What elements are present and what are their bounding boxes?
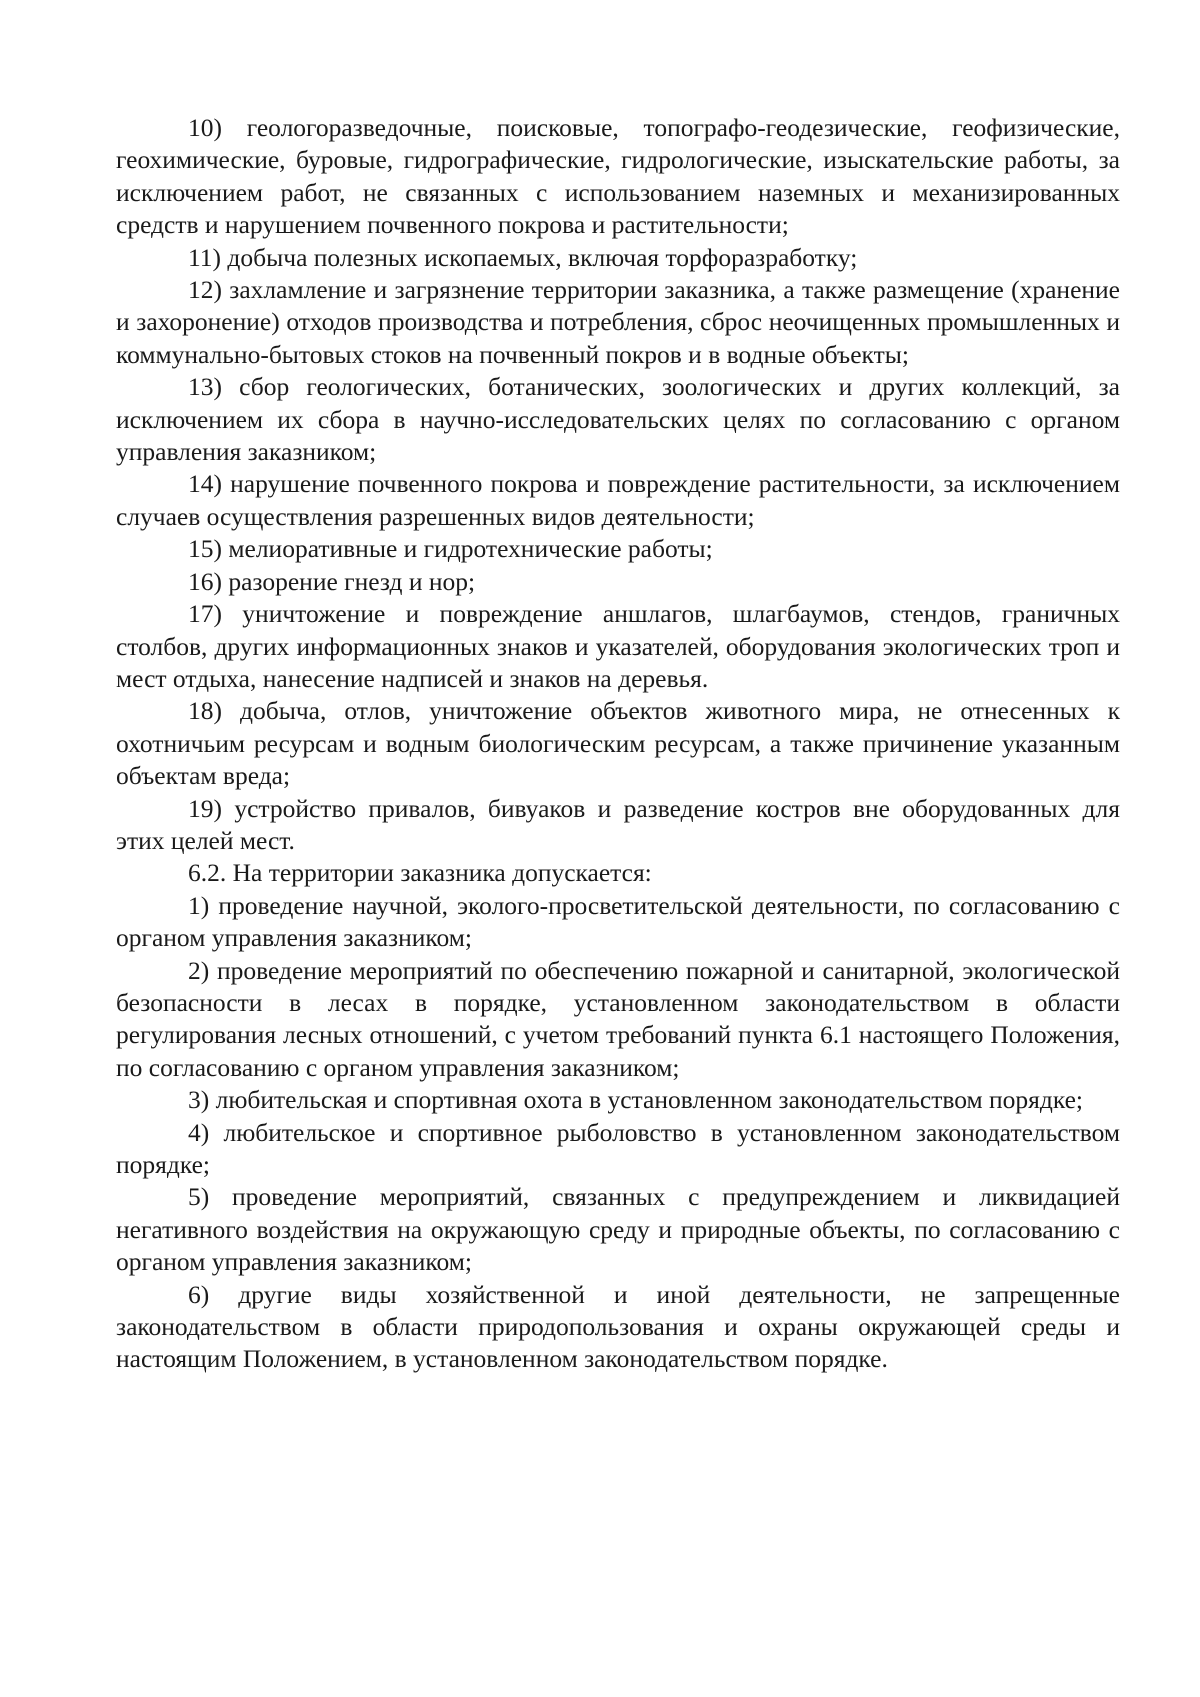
- list-item-11: 11) добыча полезных ископаемых, включая торфоразработку;: [188, 242, 858, 272]
- allowed-item-4: 4) любительское и спортивное рыболовство в установленном законодательством порядке;: [116, 1117, 1120, 1179]
- list-item-17: 17) уничтожение и повреждение аншлагов, шлагбаумов, стендов, граничных столбов, других информационных знаков и указателей, оборудования экологических троп и мест отдыха, нанесение надписей и знаков на деревья.: [116, 599, 1120, 693]
- allowed-item-1: 1) проведение научной, эколого-просветительской деятельности, по согласованию с органом управления заказником;: [116, 890, 1120, 953]
- allowed-item-6: 6) другие виды хозяйственной и иной деятельности, не запрещенные законодательством в области природопользования и охраны окружающей среды и настоящим Положением, в установленном законодательством порядке.: [116, 1279, 1120, 1374]
- list-item-10: 10) геологоразведочные, поисковые, топографо-геодезические, геофизические, геохимические, буровые, гидрографические, гидрологические, изыскательские работы, за исключением работ, не связанных с использованием наземных и механизированных средств и нарушением почвенного покрова и растительности;: [116, 113, 1120, 240]
- list-item-18: 18) добыча, отлов, уничтожение объектов животного мира, не отнесенных к охотничьим ресурсам и водным биологическим ресурсам, а также причинение указанным объектам вреда;: [116, 696, 1120, 791]
- list-item-14: 14) нарушение почвенного покрова и повреждение растительности, за исключением случаев осуществления разрешенных видов деятельности;: [116, 469, 1120, 531]
- list-item-15: 15) мелиоративные и гидротехнические работы;: [188, 534, 713, 564]
- list-item-12: 12) захламление и загрязнение территории заказника, а также размещение (хранение и захоронение) отходов производства и потребления, сброс неочищенных промышленных и коммунально-бытовых стоков на почвенный покров и в водные объекты;: [116, 275, 1120, 369]
- allowed-item-3: 3) любительская и спортивная охота в установленном законодательством порядке;: [188, 1085, 1084, 1115]
- section-6-2-heading: 6.2. На территории заказника допускается:: [188, 858, 652, 888]
- list-item-13: 13) сбор геологических, ботанических, зоологических и других коллекций, за исключением их сбора в научно-исследовательских целях по согласованию с органом управления заказником;: [116, 372, 1120, 467]
- list-item-16: 16) разорение гнезд и нор;: [188, 566, 476, 596]
- allowed-item-5: 5) проведение мероприятий, связанных с предупреждением и ликвидацией негативного воздействия на окружающую среду и природные объекты, по согласованию с органом управления заказником;: [116, 1182, 1120, 1277]
- list-item-19: 19) устройство привалов, бивуаков и разведение костров вне оборудованных для этих целей мест.: [116, 793, 1120, 855]
- allowed-item-2: 2) проведение мероприятий по обеспечению пожарной и санитарной, экологической безопасности в лесах в порядке, установленном законодательством в области регулирования лесных отношений, с учетом требований пункта 6.1 настоящего Положения, по согласованию с органом управления заказником;: [116, 955, 1120, 1082]
- document-body: [116, 112, 1120, 1376]
